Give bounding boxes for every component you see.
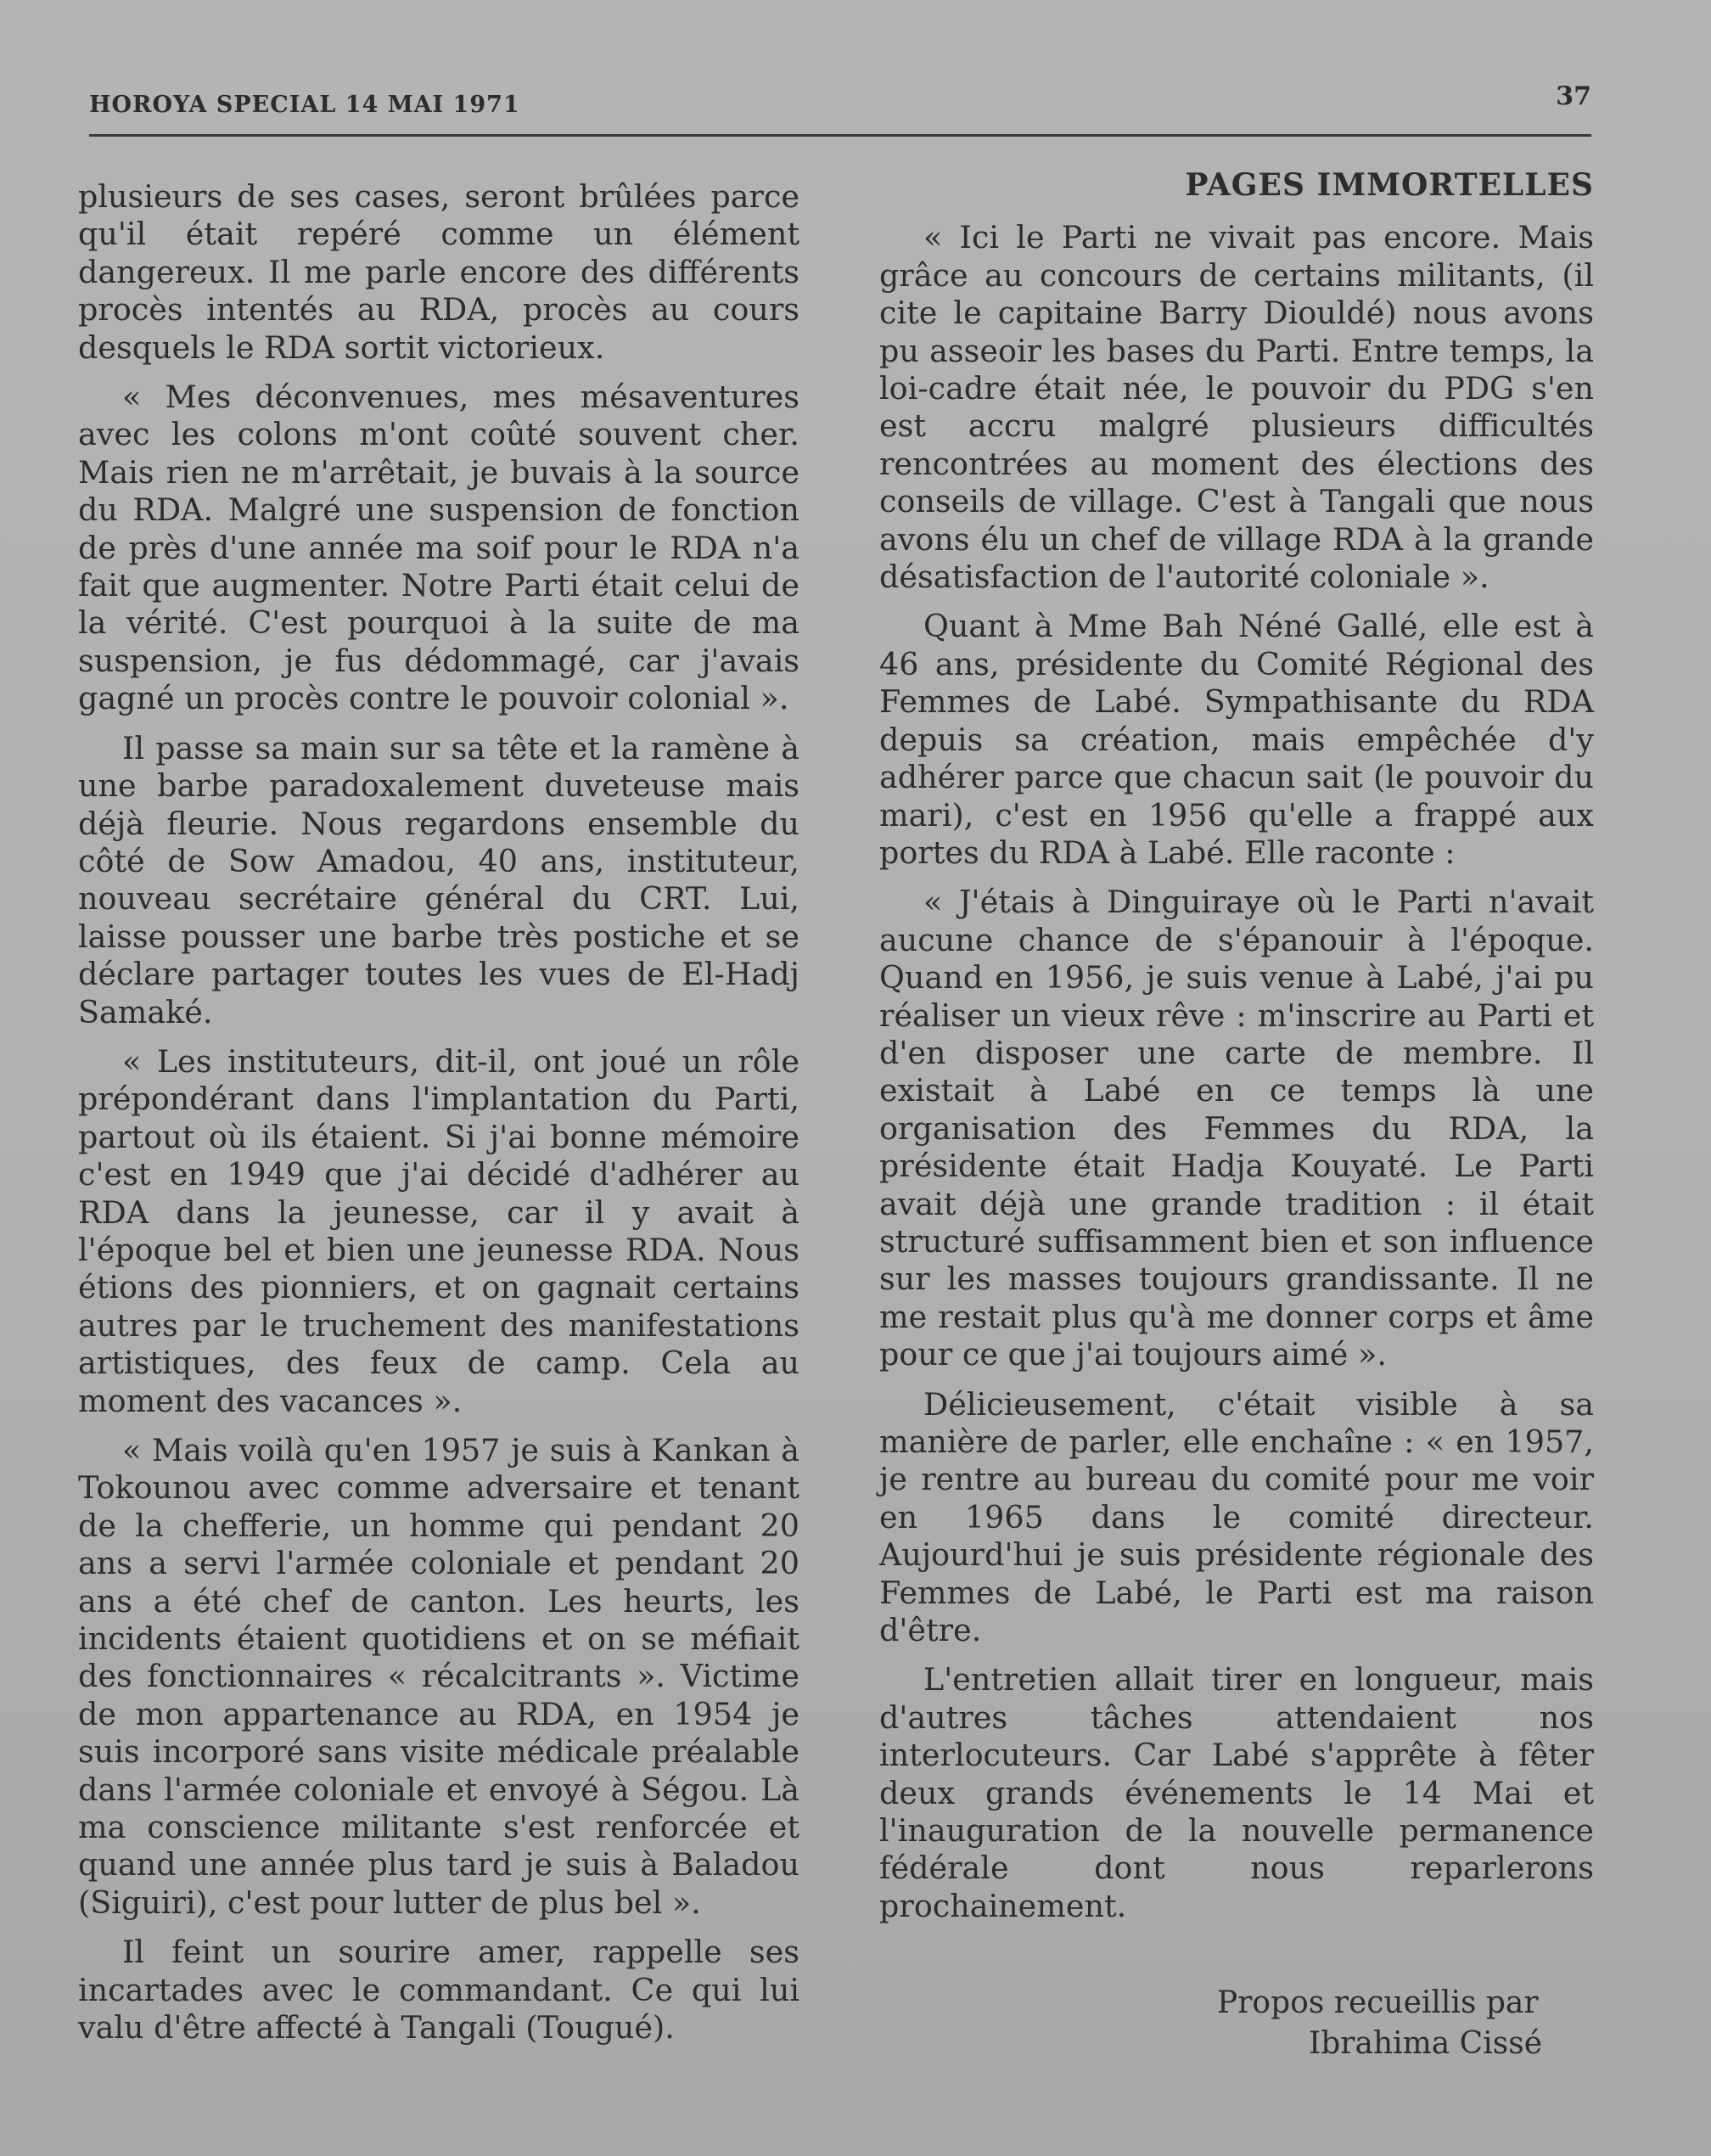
byline-intro: Propos recueillis par xyxy=(1217,1985,1539,2020)
paragraph: Il passe sa main sur sa tête et la ramène à une barbe paradoxalement duveteuse mais déjà fleurie. Nous regardons ensemble du côté de Sow Amadou, 40 ans, instituteur, nouveau secrétaire général du CRT. Lui, laisse pousser une barbe très postiche et se déclare partager toutes les vues de El-Hadj Samaké. xyxy=(78,729,799,1030)
paragraph: Quant à Mme Bah Néné Gallé, elle est à 46 ans, présidente du Comité Régional des Femmes de Labé. Sympathisante du RDA depuis sa création, mais empêchée d'y adhérer parce que chacun sait (le pouvoir du mari), c'est en 1956 qu'elle a frappé aux portes du RDA à Labé. Elle raconte : xyxy=(879,608,1594,871)
paragraph: Délicieusement, c'était visible à sa manière de parler, elle enchaîne : « en 1957, je rentre au bureau du comité pour me voir en 1965 dans le comité directeur. Aujourd'hui je suis présidente régionale des Femmes de Labé, le Parti est ma raison d'être. xyxy=(879,1385,1594,1649)
paragraph: plusieurs de ses cases, seront brûlées parce qu'il était repéré comme un élément dangereux. Il me parle encore des différents procès intentés au RDA, procès au cours desquels le RDA sortit victorieux. xyxy=(78,178,799,366)
paragraph: « Les instituteurs, dit-il, ont joué un rôle prépondérant dans l'implantation du Parti, partout où ils étaient. Si j'ai bonne mémoire c'est en 1949 que j'ai décidé d'adhérer au RDA dans la jeunesse, car il y avait à l'époque bel et bien une jeunesse RDA. Nous étions des pionniers, et on gagnait certains autres par le truchement des manifestations artistiques, des feux de camp. Cela au moment des vacances ». xyxy=(78,1042,799,1419)
paragraph: L'entretien allait tirer en longueur, mais d'autres tâches attendaient nos interlocuteurs. Car Labé s'apprête à fêter deux grands événements le 14 Mai et l'inauguration de la nouvelle permanence fédérale dont nous reparlerons prochainement. xyxy=(879,1661,1594,1924)
paragraph: « Mes déconvenues, mes mésaventures avec les colons m'ont coûté souvent cher. Mais rien ne m'arrêtait, je buvais à la source du RDA. Malgré une suspension de fonction de près d'une année ma soif pour le RDA n'a fait que augmenter. Notre Parti était celui de la vérité. C'est pourquoi à la suite de ma suspension, je fus dédommagé, car j'avais gagné un procès contre le pouvoir colonial ». xyxy=(78,379,799,717)
paragraph: « Mais voilà qu'en 1957 je suis à Kankan à Tokounou avec comme adversaire et tenant de la chefferie, un homme qui pendant 20 ans a servi l'armée coloniale et pendant 20 ans a été chef de canton. Les heurts, les incidents étaient quotidiens et on se méfiait des fonctionnaires « récalcitrants ». Victime de mon appartenance au RDA, en 1954 je suis incorporé sans visite médicale préalable dans l'armée coloniale et envoyé à Ségou. Là ma conscience militante s'est renforcée et quand une année plus tard je suis à Baladou (Siguiri), c'est pour lutter de plus bel ». xyxy=(78,1432,799,1921)
page-number: 37 xyxy=(1556,81,1591,111)
paragraph: Il feint un sourire amer, rappelle ses incartades avec le commandant. Ce qui lui valu d'être affecté à Tangali (Tougué). xyxy=(78,1934,799,2047)
byline xyxy=(1205,1983,1562,2064)
paragraph: « J'étais à Dinguiraye où le Parti n'avait aucune chance de s'épanouir à l'époque. Quand en 1956, je suis venue à Labé, j'ai pu réaliser un vieux rêve : m'inscrire au Parti et d'en disposer une carte de membre. Il existait à Labé en ce temps là une organisation des Femmes du RDA, la présidente était Hadja Kouyaté. Le Parti avait déjà une grande tradition : il était structuré suffisamment bien et son influence sur les masses toujours grandissante. Il ne me restait plus qu'à me donner corps et âme pour ce que j'ai toujours aimé ». xyxy=(879,884,1594,1373)
journal-title: HOROYA SPECIAL 14 MAI 1971 xyxy=(89,92,520,118)
section-title: PAGES IMMORTELLES xyxy=(1185,167,1594,203)
paragraph: « Ici le Parti ne vivait pas encore. Mais grâce au concours de certains militants, (il cite le capitaine Barry Diouldé) nous avons pu asseoir les bases du Parti. Entre temps, la loi-cadre était née, le pouvoir du PDG s'en est accru malgré plusieurs difficultés rencontrées au moment des élections des conseils de village. C'est à Tangali que nous avons élu un chef de village RDA à la grande désatisfaction de l'autorité coloniale ». xyxy=(879,219,1594,596)
left-column xyxy=(78,178,799,2059)
right-column xyxy=(879,166,1594,1937)
byline-author: Ibrahima Cissé xyxy=(1309,2026,1542,2061)
page-header xyxy=(89,81,1591,137)
